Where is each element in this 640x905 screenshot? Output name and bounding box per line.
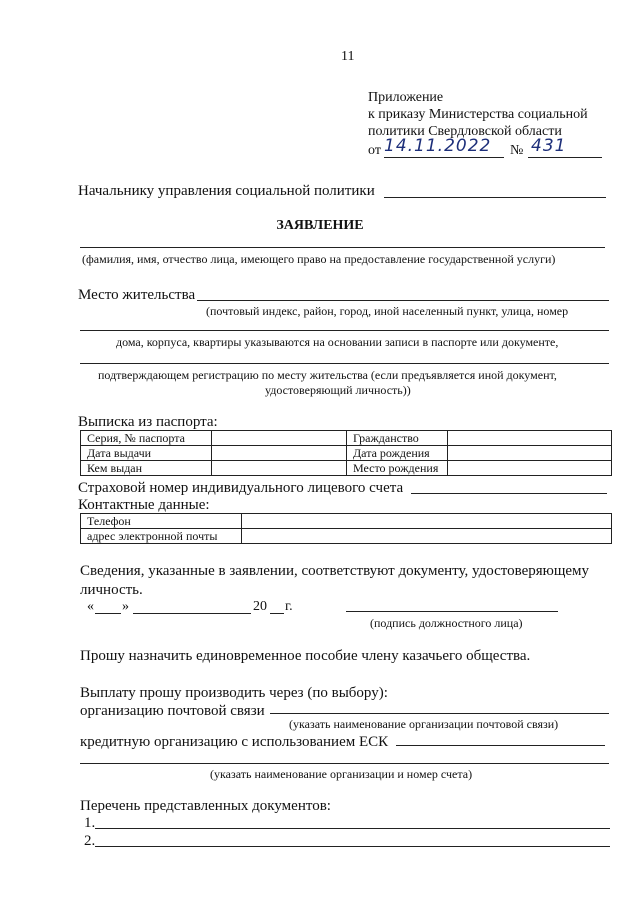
residence-label: Место жительства	[78, 287, 196, 303]
payment-label: Выплату прошу производить через (по выбору):	[80, 685, 388, 701]
date-close-quote: »	[122, 599, 129, 614]
credit-field[interactable]	[396, 745, 605, 746]
date-underline	[384, 157, 504, 158]
passport-table	[80, 430, 612, 476]
addressee-field[interactable]	[384, 197, 606, 198]
fio-field[interactable]	[80, 247, 605, 248]
residence-field[interactable]	[197, 300, 609, 301]
email-value[interactable]	[242, 529, 612, 544]
appendix-number-value: 431	[531, 136, 567, 156]
issue-date-value[interactable]	[212, 446, 347, 461]
residence-caption-2: дома, корпуса, квартиры указываются на основании записи в паспорте или документе,	[116, 335, 559, 349]
addressee-label: Начальнику управления социальной политики	[78, 183, 375, 199]
appendix-title: Приложение	[368, 90, 444, 105]
appendix-date-prefix: от	[368, 143, 381, 158]
table-row	[81, 529, 612, 544]
residence-field-2[interactable]	[80, 330, 609, 331]
residence-caption-4: удостоверяющий личность))	[265, 383, 411, 397]
document-title: ЗАЯВЛЕНИЕ	[276, 218, 364, 233]
document-item-1-field[interactable]	[95, 828, 610, 829]
signature-caption: (подпись должностного лица)	[370, 616, 523, 630]
birth-date-value[interactable]	[448, 446, 612, 461]
appendix-order: к приказу Министерства социальной	[368, 107, 588, 122]
postal-caption: (указать наименование организации почтовой связи)	[289, 717, 559, 731]
issue-date-label: Дата выдачи	[81, 446, 212, 461]
request-text: Прошу назначить единовременное пособие члену казачьего общества.	[80, 648, 531, 664]
residence-caption-3: подтверждающем регистрацию по месту жительства (если предъявляется иной документ,	[98, 368, 557, 382]
email-label: адрес электронной почты	[81, 529, 242, 544]
table-row	[81, 461, 612, 476]
document-item-2-field[interactable]	[95, 846, 610, 847]
postal-option-label: организацию почтовой связи	[80, 703, 265, 719]
birth-place-value[interactable]	[448, 461, 612, 476]
birth-place-label: Место рождения	[347, 461, 448, 476]
residence-field-3[interactable]	[80, 363, 609, 364]
table-row	[81, 514, 612, 529]
date-open-quote: «	[87, 599, 94, 614]
phone-value[interactable]	[242, 514, 612, 529]
issued-by-label: Кем выдан	[81, 461, 212, 476]
day-field[interactable]	[95, 613, 121, 614]
credit-caption: (указать наименование организации и номер счета)	[210, 767, 473, 781]
passport-series-value[interactable]	[212, 431, 347, 446]
credit-option-label: кредитную организацию с использованием ЕСК	[80, 734, 389, 750]
month-field[interactable]	[133, 613, 251, 614]
year-prefix: 20	[253, 599, 267, 614]
verification-text-1: Сведения, указанные в заявлении, соответствуют документу, удостоверяющему	[80, 563, 590, 579]
page-number: 11	[341, 49, 355, 64]
document-item-1-number: 1.	[84, 815, 96, 831]
contacts-table	[80, 513, 612, 544]
issued-by-value[interactable]	[212, 461, 347, 476]
appendix-number-prefix: №	[510, 143, 524, 158]
document-item-2-number: 2.	[84, 833, 96, 849]
documents-label: Перечень представленных документов:	[80, 798, 331, 814]
residence-caption-1: (почтовый индекс, район, город, иной населенный пункт, улица, номер	[206, 304, 569, 318]
verification-text-2: личность.	[80, 582, 143, 598]
appendix-date-value: 14.11.2022	[384, 136, 492, 156]
phone-label: Телефон	[81, 514, 242, 529]
citizenship-label: Гражданство	[347, 431, 448, 446]
fio-caption: (фамилия, имя, отчество лица, имеющего право на предоставление государственной услуги)	[82, 252, 556, 266]
birth-date-label: Дата рождения	[347, 446, 448, 461]
table-row	[81, 431, 612, 446]
appendix-ministry: политики Свердловской области	[368, 124, 562, 139]
contacts-label: Контактные данные:	[78, 497, 210, 513]
postal-field[interactable]	[270, 713, 609, 714]
table-row	[81, 446, 612, 461]
snils-field[interactable]	[411, 493, 607, 494]
year-field[interactable]	[270, 613, 284, 614]
year-suffix: г.	[285, 599, 293, 614]
signature-field[interactable]	[346, 611, 558, 612]
citizenship-value[interactable]	[448, 431, 612, 446]
snils-label: Страховой номер индивидуального лицевого счета	[78, 480, 404, 496]
passport-label: Выписка из паспорта:	[78, 414, 218, 430]
passport-series-label: Серия, № паспорта	[81, 431, 212, 446]
number-underline	[528, 157, 602, 158]
credit-field-2[interactable]	[80, 763, 609, 764]
